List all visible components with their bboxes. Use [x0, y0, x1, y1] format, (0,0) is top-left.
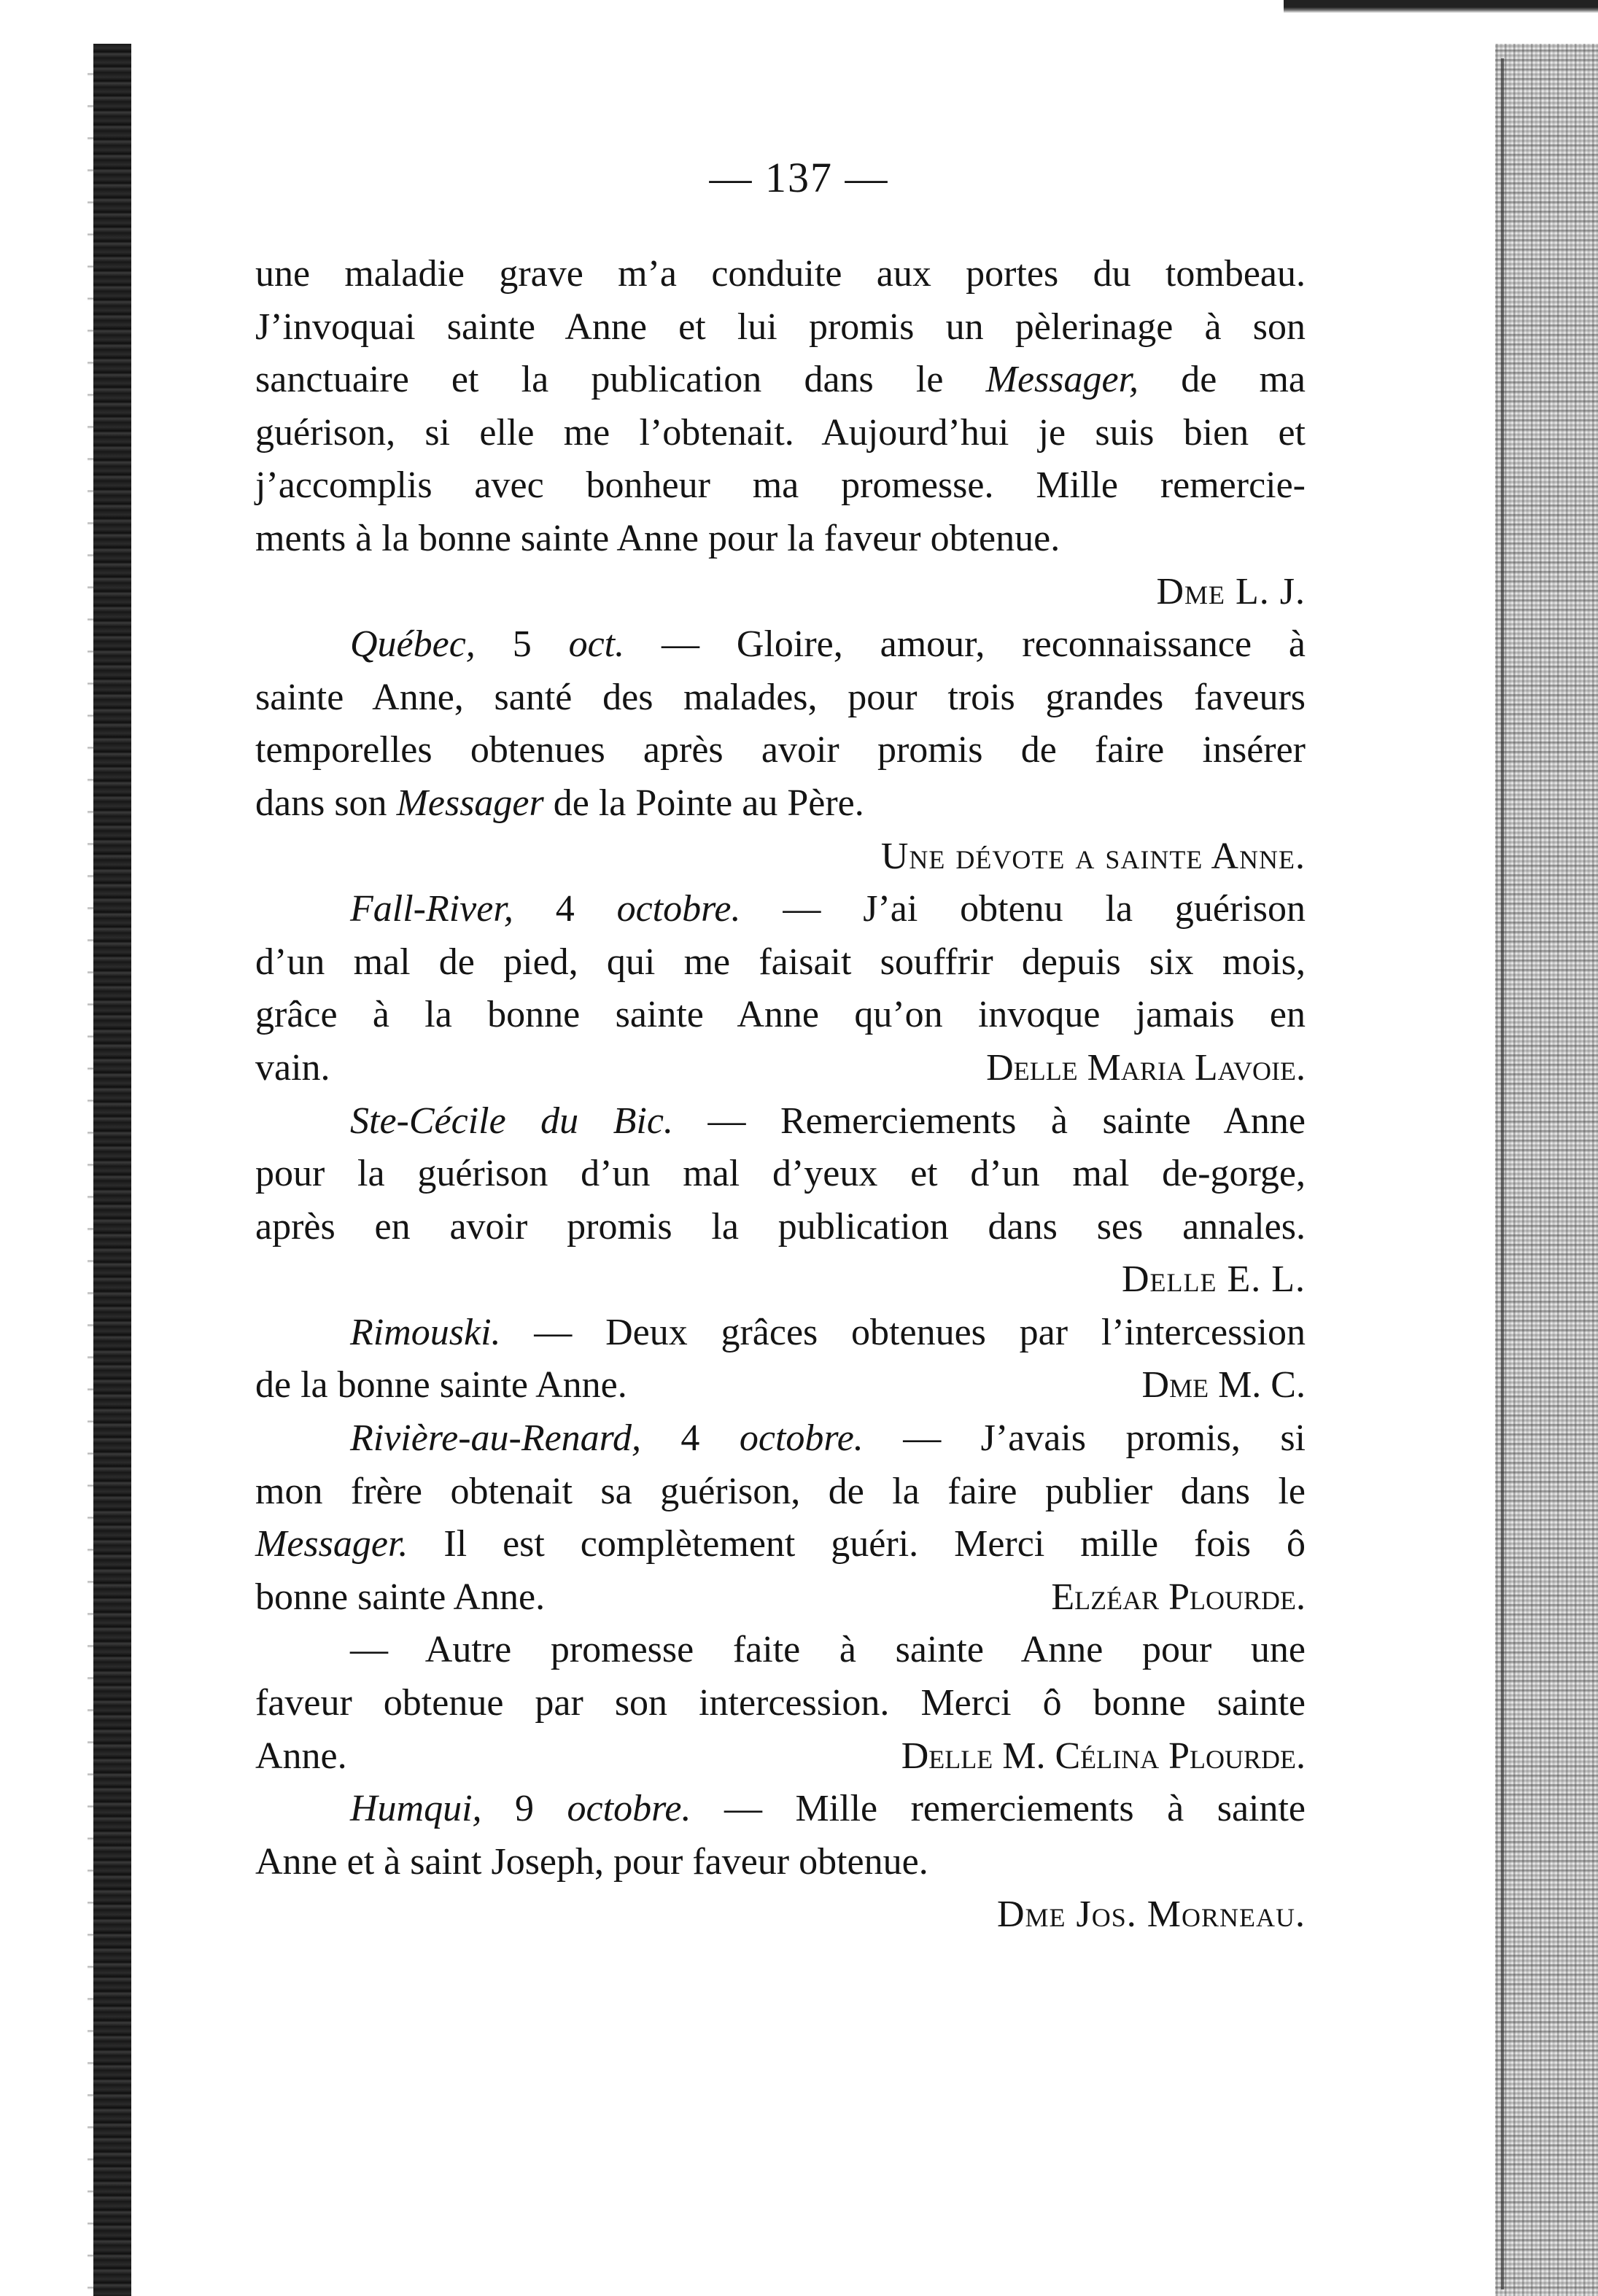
signature: Dme Jos. Morneau. [996, 1894, 1306, 1936]
signature: Delle Maria Lavoie. [986, 1046, 1306, 1089]
signature: Dme M. C. [1141, 1364, 1306, 1406]
date-number: 4 [513, 888, 617, 930]
text-line [255, 1624, 1306, 1677]
date-month: octobre. [567, 1788, 691, 1830]
line-text: faveur obtenue par son intercession. Merci ô bonne sainte [255, 1682, 1306, 1724]
place-name: Humqui, [350, 1788, 482, 1830]
line-text: de la bonne sainte Anne. [255, 1364, 627, 1406]
place-name: Ste-Cécile du Bic. [350, 1100, 673, 1142]
text-line [255, 724, 1306, 777]
line-text: pour la guérison d’un mal d’yeux et d’un mal de-gorge, [255, 1153, 1306, 1195]
text-line [255, 1201, 1306, 1254]
place-name: Fall-River, [350, 888, 513, 930]
line-text: Anne. [255, 1735, 347, 1777]
line-text: J’invoquai sainte Anne et lui promis un pèlerinage à son [255, 306, 1306, 348]
signature: Dme L. J. [1156, 570, 1306, 612]
messager-title: Messager [396, 782, 544, 824]
line-text: mon frère obtenait sa guérison, de la faire publier dans le [255, 1470, 1306, 1512]
text-line [255, 248, 1306, 301]
signature: Delle E. L. [1121, 1258, 1306, 1301]
scan-edge-right [1495, 44, 1598, 2296]
line-text: — J’avais promis, si [863, 1417, 1306, 1460]
scan-edge-top [1284, 0, 1598, 13]
line-text: vain. [255, 1046, 330, 1089]
text-line [255, 513, 1306, 566]
date-number: 5 [475, 623, 569, 666]
line-text: une maladie grave m’a conduite aux portes du tombeau. [255, 253, 1306, 295]
place-name: Rimouski. [350, 1311, 501, 1353]
text-line [255, 407, 1306, 460]
text-line [255, 1783, 1306, 1836]
date-month: oct. [568, 623, 625, 666]
text-line [255, 1466, 1306, 1519]
page-body [255, 248, 1306, 1942]
text-line [255, 354, 1306, 407]
line-text: — Mille remerciements à sainte [691, 1788, 1306, 1830]
line-text: grâce à la bonne sainte Anne qu’on invoque jamais en [255, 994, 1306, 1036]
line-text: — Remerciements à sainte Anne [672, 1100, 1306, 1142]
text-line [255, 618, 1306, 672]
page-number: — 137 — [709, 154, 889, 201]
line-text: dans son [255, 782, 397, 824]
line-text: sanctuaire et la publication dans le [255, 359, 986, 401]
text-line [255, 883, 1306, 936]
text-line [255, 1042, 1306, 1095]
line-text: bonne sainte Anne. [255, 1576, 546, 1618]
line-text: j’accomplis avec bonheur ma promesse. Mille remercie- [255, 464, 1306, 507]
line-text: Anne et à saint Joseph, pour faveur obtenue. [255, 1840, 928, 1883]
line-text: temporelles obtenues après avoir promis de faire insérer [255, 729, 1306, 771]
text-line [255, 1677, 1306, 1730]
text-line [255, 1836, 1306, 1889]
signature: Delle M. Célina Plourde. [901, 1735, 1306, 1777]
signature: Une dévote a sainte Anne. [880, 835, 1306, 877]
date-number: 4 [641, 1417, 740, 1460]
messager-title: Messager, [985, 359, 1139, 401]
line-text: guérison, si elle me l’obtenait. Aujourd’hui je suis bien et [255, 411, 1306, 454]
text-line [255, 1148, 1306, 1201]
text-line [255, 1359, 1306, 1412]
text-line [255, 1518, 1306, 1571]
text-line [255, 301, 1306, 354]
line-text: après en avoir promis la publication dans ses annales. [255, 1205, 1306, 1248]
line-text: — Gloire, amour, reconnaissance à [624, 623, 1306, 666]
text-line [255, 1307, 1306, 1360]
text-line [255, 459, 1306, 513]
text-line [255, 1412, 1306, 1466]
line-text: — Deux grâces obtenues par l’intercession [500, 1311, 1306, 1353]
text-line [255, 672, 1306, 725]
line-text: sainte Anne, santé des malades, pour trois grandes faveurs [255, 676, 1306, 718]
line-text: de la Pointe au Père. [543, 782, 864, 824]
scan-edge-right-line [1501, 58, 1504, 2289]
scan-edge-left [93, 44, 131, 2296]
line-text: ments à la bonne sainte Anne pour la faveur obtenue. [255, 517, 1060, 559]
text-line [255, 1095, 1306, 1148]
line-text: — J’ai obtenu la guérison [740, 888, 1306, 930]
text-line [255, 1730, 1306, 1783]
text-line [255, 989, 1306, 1042]
text-line [255, 936, 1306, 989]
place-name: Rivière-au-Renard, [350, 1417, 641, 1460]
line-text: Il est complètement guéri. Merci mille fois ô [408, 1523, 1306, 1565]
text-line [255, 1571, 1306, 1624]
line-text: d’un mal de pied, qui me faisait souffrir depuis six mois, [255, 941, 1306, 983]
date-month: octobre. [616, 888, 741, 930]
place-name: Québec, [350, 623, 476, 666]
signature: Elzéar Plourde. [1051, 1576, 1306, 1618]
line-text: de ma [1139, 359, 1306, 401]
messager-title: Messager. [255, 1523, 408, 1565]
date-number: 9 [481, 1788, 567, 1830]
line-text: — Autre promesse faite à sainte Anne pour une [350, 1629, 1306, 1671]
text-line [255, 777, 1306, 830]
date-month: octobre. [739, 1417, 864, 1460]
